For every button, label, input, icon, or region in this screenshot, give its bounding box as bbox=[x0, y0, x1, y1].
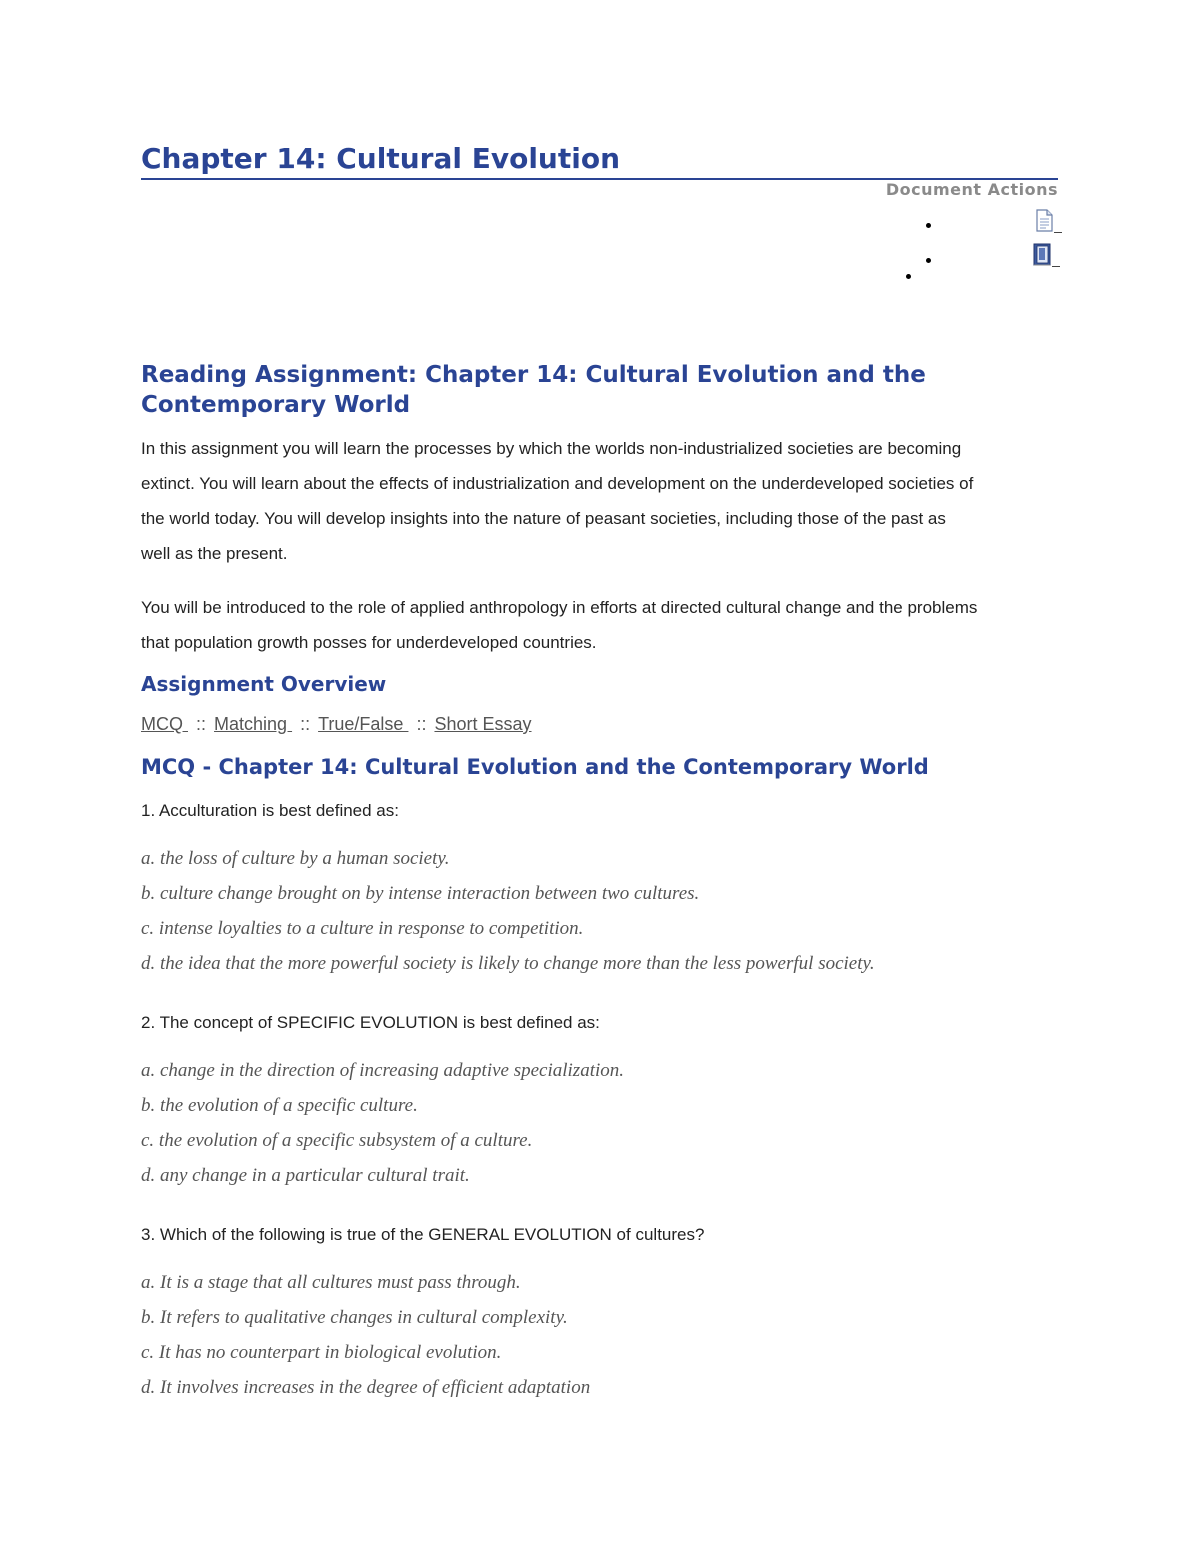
question-2-option-d: d. any change in a particular cultural trait. bbox=[141, 1165, 470, 1186]
question-2-option-c: c. the evolution of a specific subsystem of a culture. bbox=[141, 1130, 533, 1151]
nav-separator: :: bbox=[196, 714, 207, 734]
question-2-option-a: a. change in the direction of increasing adaptive specialization. bbox=[141, 1060, 625, 1081]
intro-line: the world today. You will develop insights into the nature of peasant societies, including those of the past as bbox=[141, 509, 946, 528]
list-bullet bbox=[926, 258, 931, 263]
question-1: 1. Acculturation is best defined as: bbox=[141, 801, 399, 820]
question-2: 2. The concept of SPECIFIC EVOLUTION is best defined as: bbox=[141, 1013, 600, 1032]
intro-line: extinct. You will learn about the effects of industrialization and development on the underdeveloped societies of bbox=[141, 474, 974, 493]
intro-paragraph bbox=[141, 431, 1066, 571]
document-actions-label: Document Actions bbox=[885, 180, 1058, 199]
assignment-overview-heading: Assignment Overview bbox=[141, 672, 387, 696]
intro-line: In this assignment you will learn the processes by which the worlds non-industrialized societies are becoming bbox=[141, 439, 962, 458]
list-bullet bbox=[926, 223, 931, 228]
book-icon[interactable] bbox=[1032, 243, 1054, 267]
question-2-option-b: b. the evolution of a specific culture. bbox=[141, 1095, 418, 1116]
reading-assignment-heading bbox=[141, 360, 926, 420]
question-1-option-b: b. culture change brought on by intense interaction between two cultures. bbox=[141, 883, 700, 904]
applied-anthropology-paragraph bbox=[141, 590, 1066, 660]
question-1-option-d: d. the idea that the more powerful society is likely to change more than the less powerful society. bbox=[141, 953, 875, 974]
reading-heading-line2: Contemporary World bbox=[141, 392, 411, 418]
reading-heading-line1: Reading Assignment: Chapter 14: Cultural Evolution and the bbox=[141, 362, 926, 388]
para-line: that population growth posses for underdeveloped countries. bbox=[141, 633, 597, 652]
page-title: Chapter 14: Cultural Evolution bbox=[141, 140, 1058, 180]
question-1-option-a: a. the loss of culture by a human society. bbox=[141, 848, 450, 869]
nav-link-short-essay[interactable]: Short Essay bbox=[434, 714, 532, 734]
question-3-option-c: c. It has no counterpart in biological evolution. bbox=[141, 1342, 502, 1363]
question-3-option-a: a. It is a stage that all cultures must pass through. bbox=[141, 1272, 521, 1293]
nav-link-true-false[interactable]: True/False bbox=[318, 714, 409, 734]
question-3: 3. Which of the following is true of the GENERAL EVOLUTION of cultures? bbox=[141, 1225, 705, 1244]
question-3-option-d: d. It involves increases in the degree of efficient adaptation bbox=[141, 1377, 591, 1398]
list-bullet bbox=[906, 274, 911, 279]
page-icon[interactable] bbox=[1034, 209, 1056, 233]
nav-separator: :: bbox=[416, 714, 427, 734]
assignment-nav bbox=[141, 714, 532, 735]
nav-link-matching[interactable]: Matching bbox=[214, 714, 293, 734]
question-1-option-c: c. intense loyalties to a culture in response to competition. bbox=[141, 918, 584, 939]
para-line: You will be introduced to the role of applied anthropology in efforts at directed cultural change and the problems bbox=[141, 598, 978, 617]
question-3-option-b: b. It refers to qualitative changes in cultural complexity. bbox=[141, 1307, 568, 1328]
mcq-heading: MCQ - Chapter 14: Cultural Evolution and the Contemporary World bbox=[141, 755, 929, 779]
nav-link-mcq[interactable]: MCQ bbox=[141, 714, 188, 734]
nav-separator: :: bbox=[300, 714, 311, 734]
intro-line: well as the present. bbox=[141, 544, 288, 563]
